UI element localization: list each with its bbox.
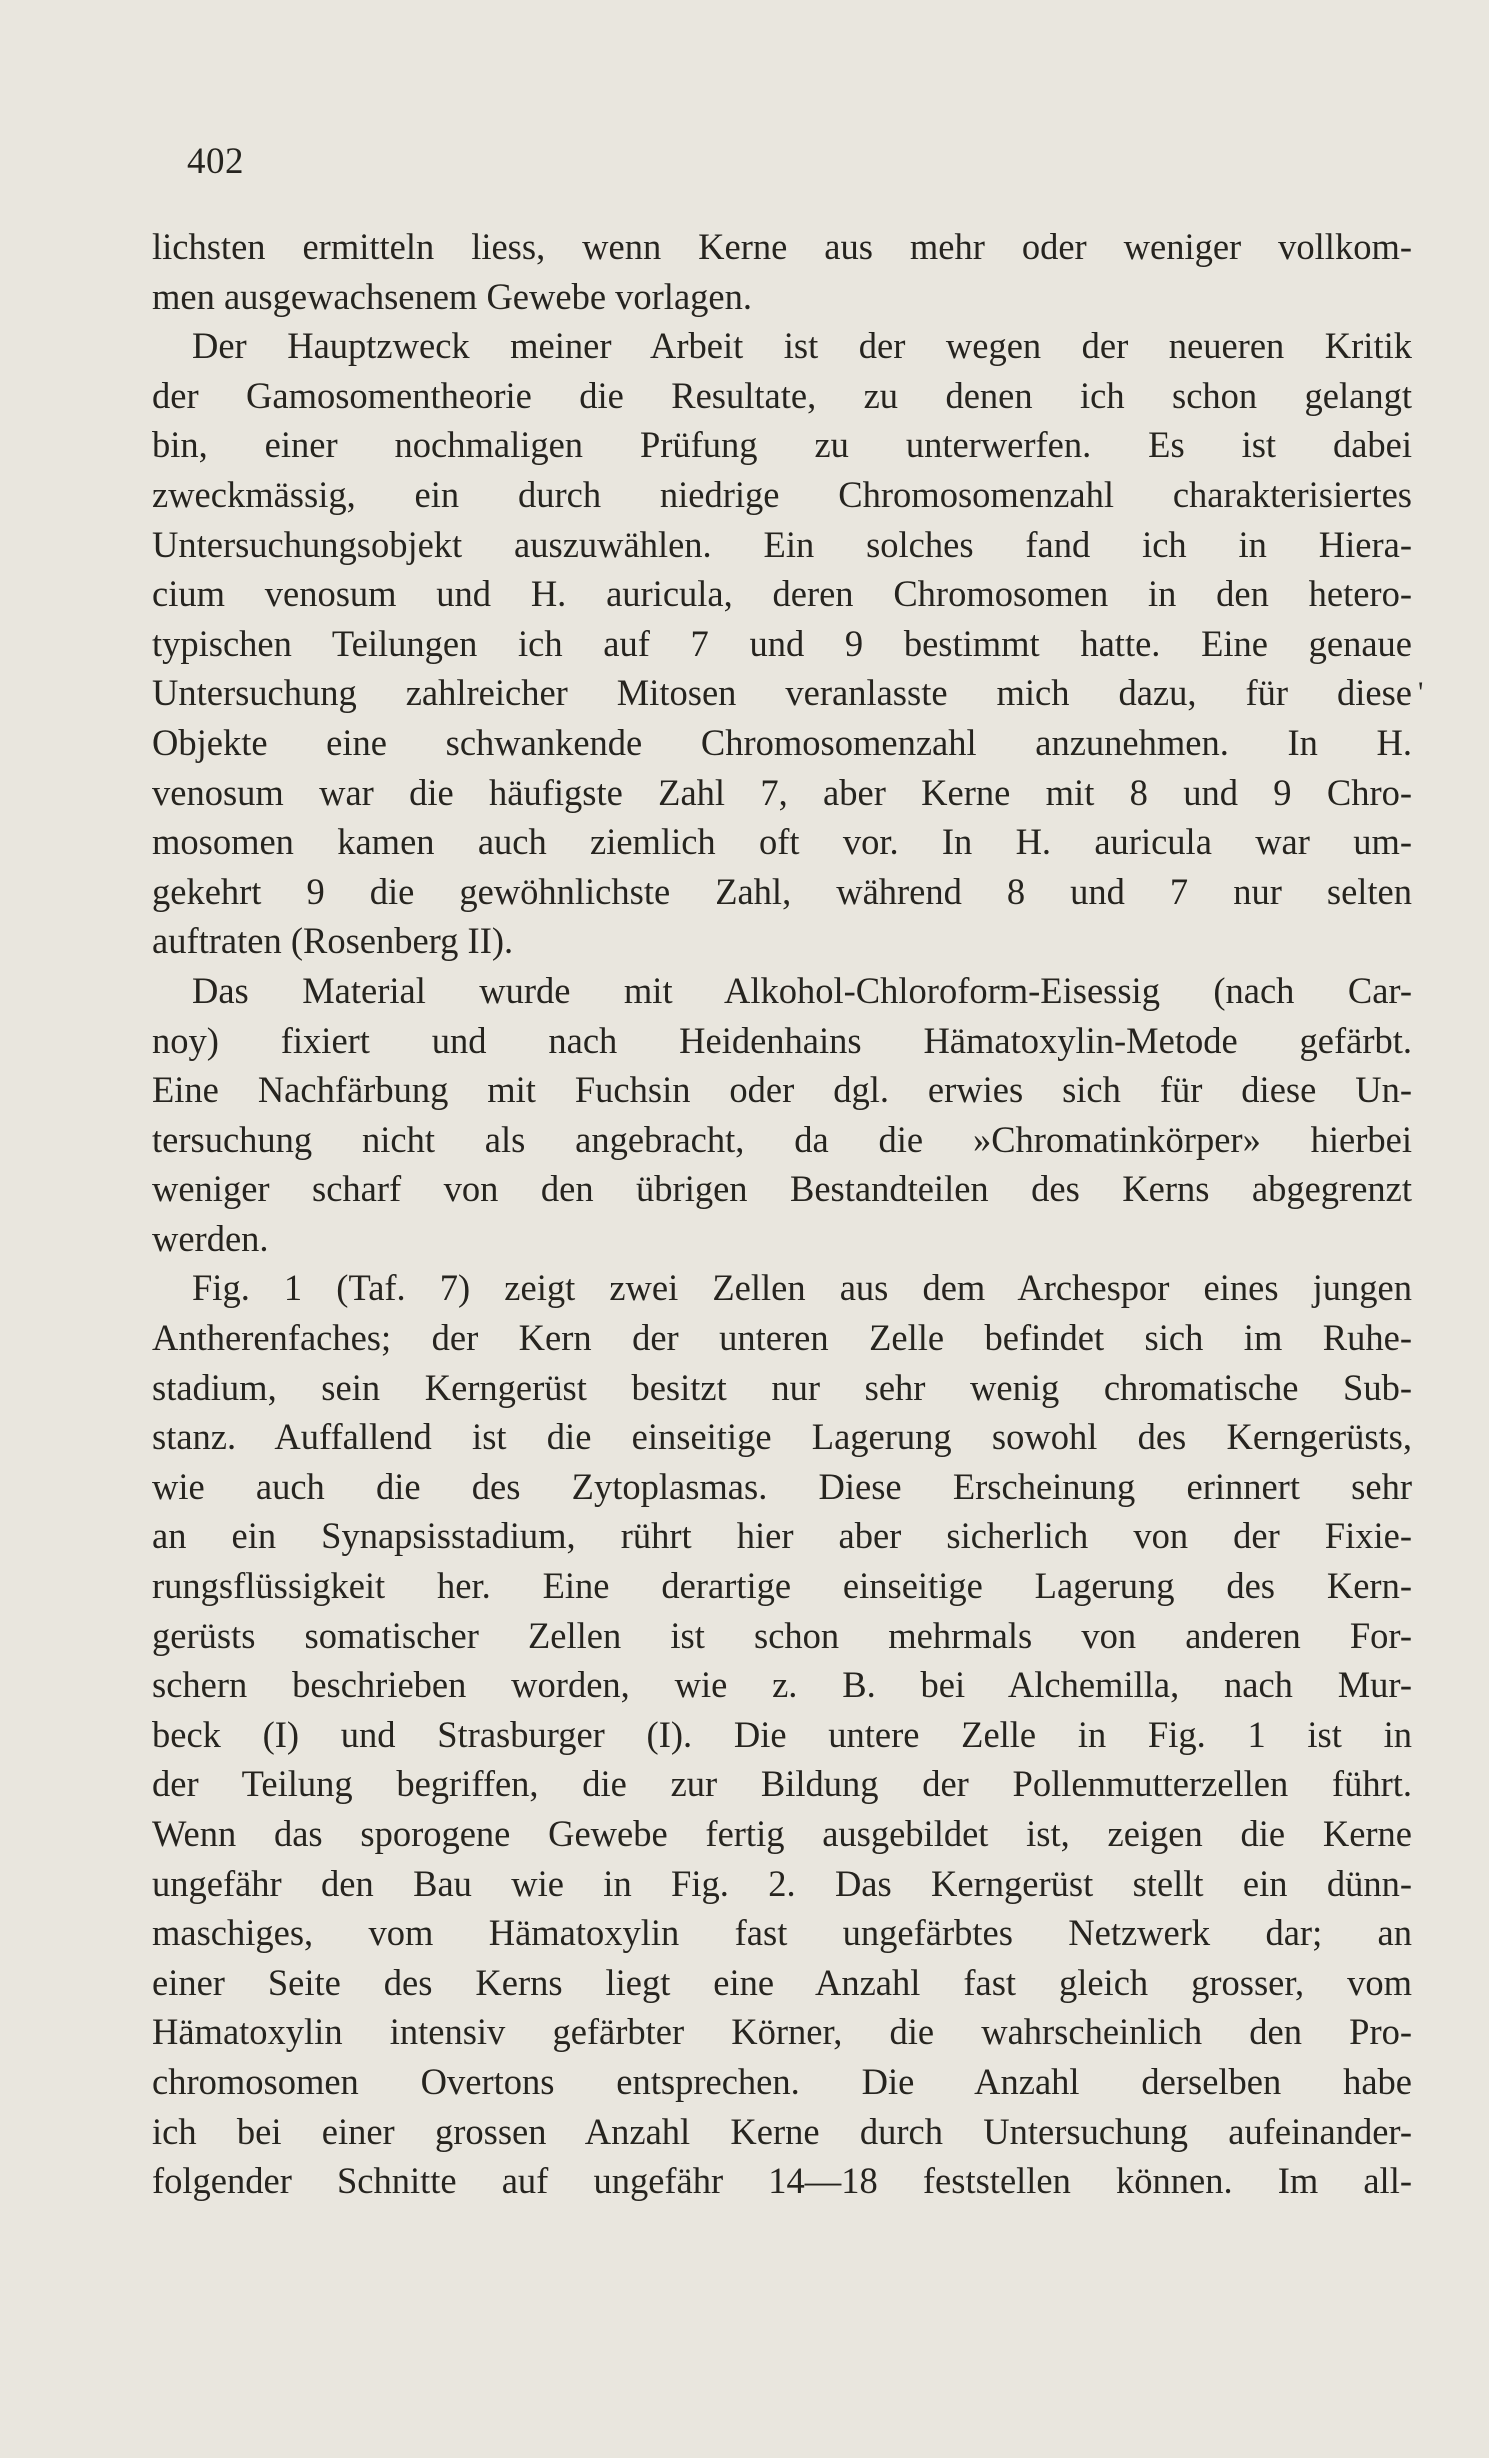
text-line: beck (I) und Strasburger (I). Die untere Zelle in Fig. 1 ist in (152, 1713, 1412, 1755)
text-line: Hämatoxylin intensiv gefärbter Körner, die wahrscheinlich den Pro- (152, 2011, 1412, 2053)
text-line: Wenn das sporogene Gewebe fertig ausgebildet ist, zeigen die Kerne (152, 1813, 1412, 1854)
text-line: einer Seite des Kerns liegt eine Anzahl fast gleich grosser, vom (152, 1961, 1412, 2003)
text-line: chromosomen Overtons entsprechen. Die Anzahl derselben habe (152, 2060, 1412, 2102)
text-line: wie auch die des Zytoplasmas. Diese Erscheinung erinnert sehr (152, 1465, 1412, 1507)
text-line: auftraten (Rosenberg II). (152, 920, 514, 962)
text-line: Antherenfaches; der Kern der unteren Zelle befindet sich im Ruhe- (152, 1317, 1412, 1359)
text-line: lichsten ermitteln liess, wenn Kerne aus mehr oder weniger vollkom- (152, 226, 1412, 267)
text-line: an ein Synapsisstadium, rührt hier aber sicherlich von der Fixie- (152, 1515, 1412, 1557)
text-line: der Teilung begriffen, die zur Bildung der Pollenmutterzellen führt. (152, 1763, 1412, 1805)
text-line: ungefähr den Bau wie in Fig. 2. Das Kerngerüst stellt ein dünn- (152, 1862, 1412, 1904)
text-line: venosum war die häufigste Zahl 7, aber Kerne mit 8 und 9 Chro- (152, 771, 1412, 813)
text-line: folgender Schnitte auf ungefähr 14—18 feststellen können. Im all- (152, 2160, 1412, 2202)
text-line: tersuchung nicht als angebracht, da die »Chromatinkörper» hierbei (152, 1118, 1412, 1160)
stray-mark: ' (1418, 676, 1424, 709)
page-number: 402 (187, 141, 244, 182)
text-line: Untersuchung zahlreicher Mitosen veranlasste mich dazu, für diese (152, 672, 1412, 714)
text-line: Objekte eine schwankende Chromosomenzahl anzunehmen. In H. (152, 721, 1412, 763)
text-line: gekehrt 9 die gewöhnlichste Zahl, während 8 und 7 nur selten (152, 870, 1412, 912)
text-line: weniger scharf von den übrigen Bestandteilen des Kerns abgegrenzt (152, 1168, 1412, 1210)
text-line: typischen Teilungen ich auf 7 und 9 bestimmt hatte. Eine genaue (152, 622, 1412, 664)
text-line: Eine Nachfärbung mit Fuchsin oder dgl. erwies sich für diese Un- (152, 1069, 1412, 1111)
text-line: Das Material wurde mit Alkohol-Chloroform-Eisessig (nach Car- (192, 969, 1412, 1011)
text-line: Der Hauptzweck meiner Arbeit ist der wegen der neueren Kritik (192, 325, 1412, 367)
text-line: maschiges, vom Hämatoxylin fast ungefärbtes Netzwerk dar; an (152, 1912, 1412, 1954)
text-line: werden. (152, 1217, 269, 1259)
text-line: gerüsts somatischer Zellen ist schon mehrmals von anderen For- (152, 1614, 1412, 1656)
text-line: zweckmässig, ein durch niedrige Chromosomenzahl charakterisiertes (152, 473, 1412, 515)
text-line: stadium, sein Kerngerüst besitzt nur sehr wenig chromatische Sub- (152, 1366, 1412, 1408)
text-line: noy) fixiert und nach Heidenhains Hämatoxylin-Metode gefärbt. (152, 1019, 1412, 1061)
text-line: mosomen kamen auch ziemlich oft vor. In H. auricula war um- (152, 821, 1412, 863)
text-line: rungsflüssigkeit her. Eine derartige einseitige Lagerung des Kern- (152, 1565, 1412, 1607)
text-line: Fig. 1 (Taf. 7) zeigt zwei Zellen aus dem Archespor eines jungen (192, 1267, 1412, 1309)
text-line: stanz. Auffallend ist die einseitige Lagerung sowohl des Kerngerüsts, (152, 1416, 1412, 1458)
body-text (152, 222, 1412, 2206)
text-line: Untersuchungsobjekt auszuwählen. Ein solches fand ich in Hiera- (152, 523, 1412, 565)
text-line: ich bei einer grossen Anzahl Kerne durch Untersuchung aufeinander- (152, 2110, 1412, 2152)
text-line: der Gamosomentheorie die Resultate, zu denen ich schon gelangt (152, 374, 1412, 416)
text-line: men ausgewachsenem Gewebe vorlagen. (152, 275, 752, 317)
text-line: cium venosum und H. auricula, deren Chromosomen in den hetero- (152, 573, 1412, 615)
text-line: bin, einer nochmaligen Prüfung zu unterwerfen. Es ist dabei (152, 424, 1412, 466)
text-line: schern beschrieben worden, wie z. B. bei Alchemilla, nach Mur- (152, 1664, 1412, 1706)
